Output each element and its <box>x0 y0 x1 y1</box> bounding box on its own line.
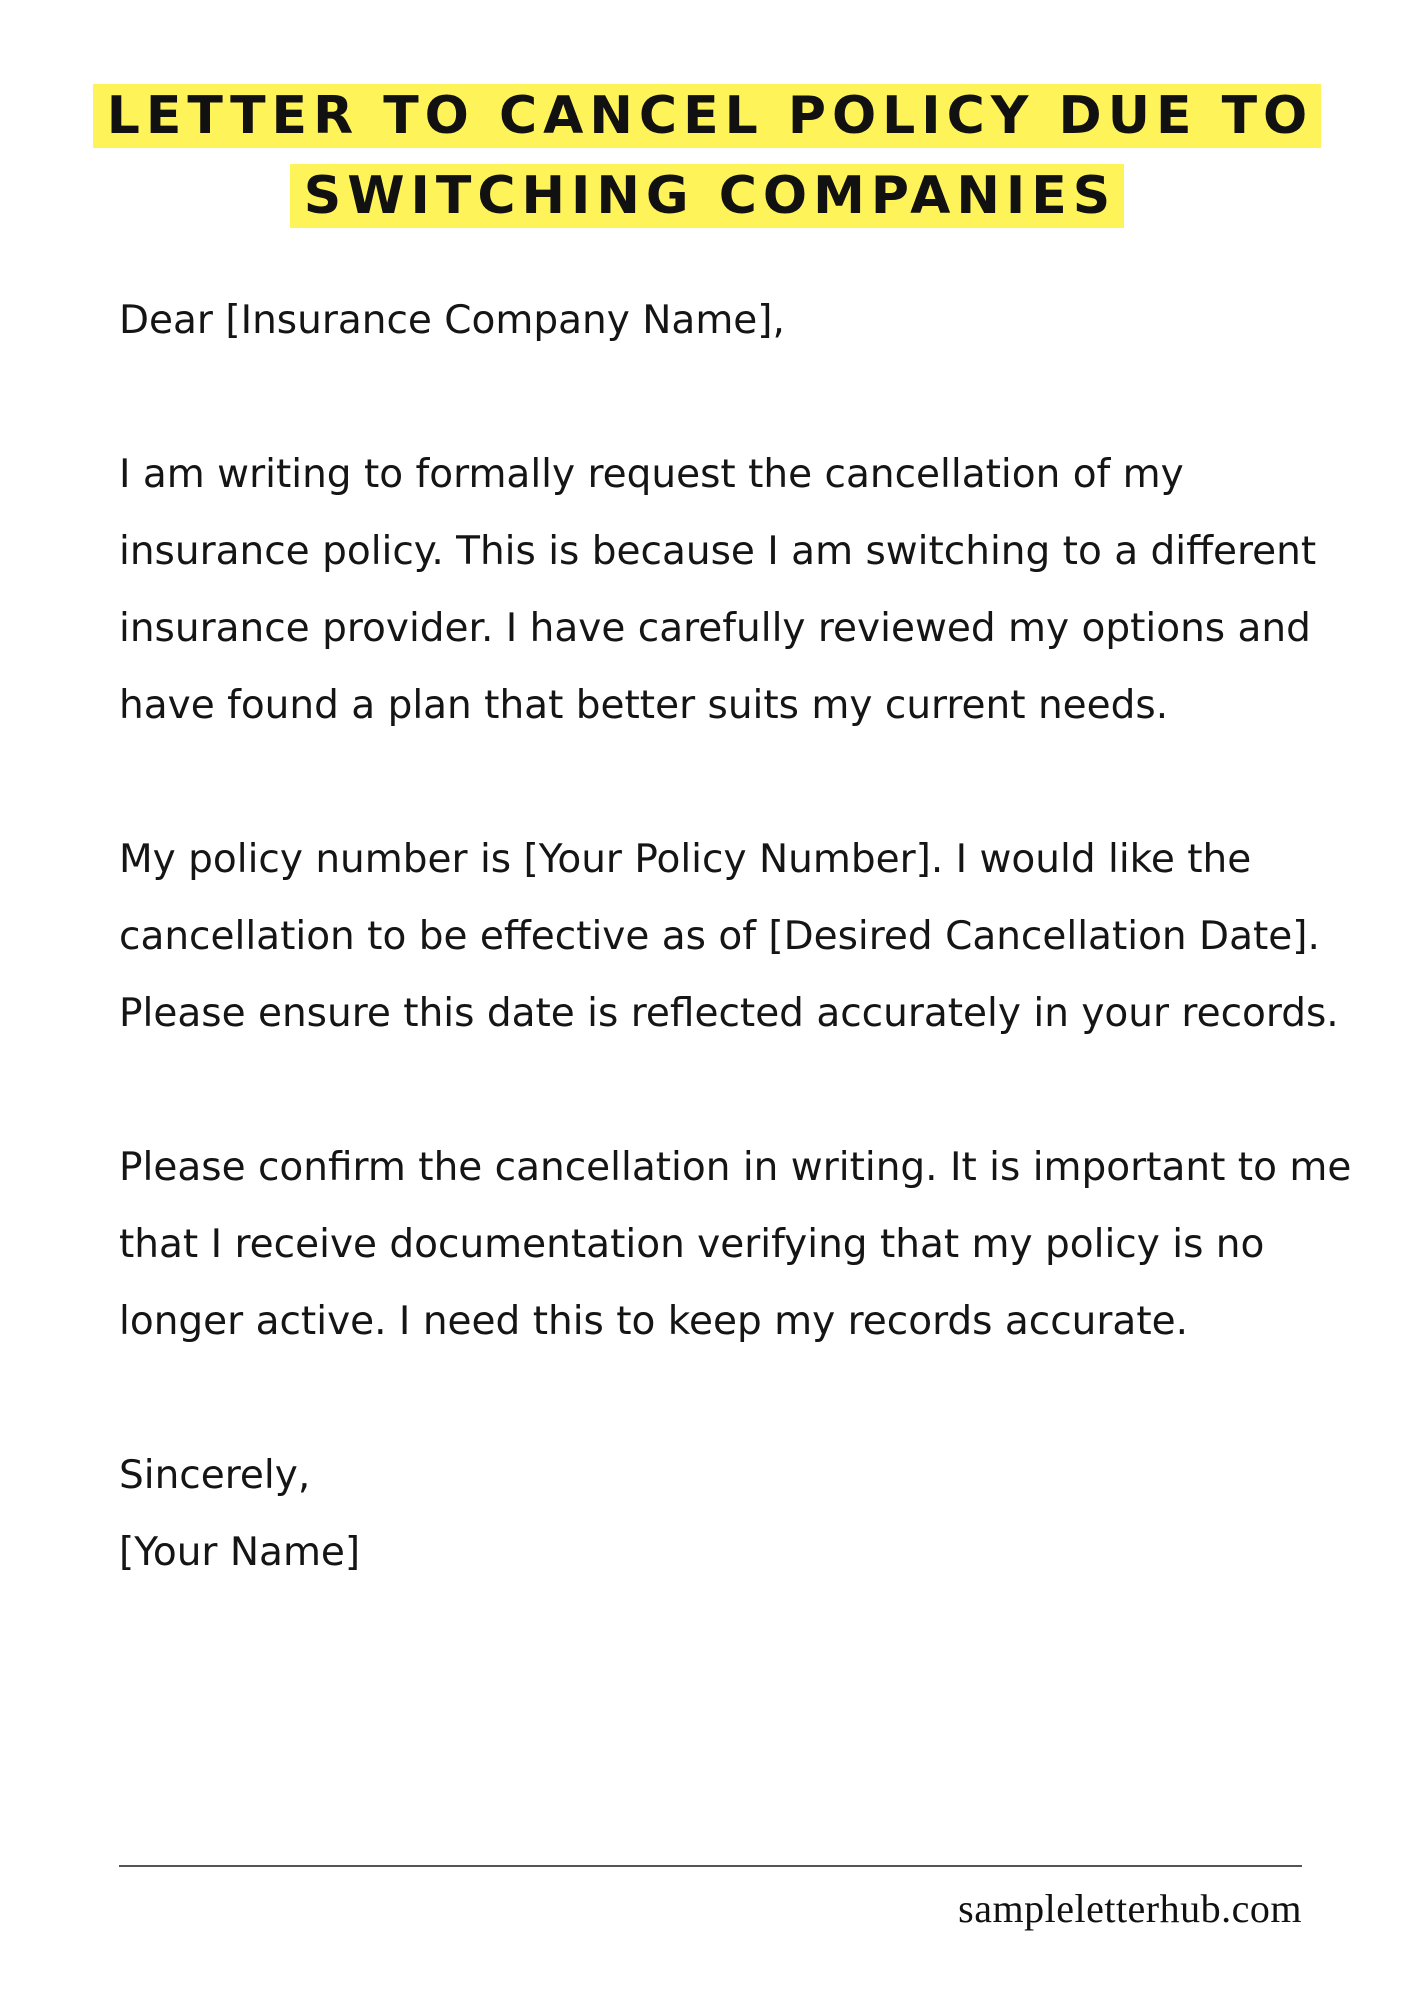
salutation: Dear [Insurance Company Name], <box>119 298 785 343</box>
closing: Sincerely, <box>119 1453 311 1498</box>
letter-title <box>0 76 1414 236</box>
title-line-2: SWITCHING COMPANIES <box>290 164 1125 228</box>
paragraph-confirmation: Please confirm the cancellation in writing. It is important to me that I receive documentation verifying that my policy is no longer active. I need this to keep my records accurate. <box>119 1145 1352 1344</box>
letter-body <box>119 282 1359 1591</box>
paragraph-reason: I am writing to formally request the cancellation of my insurance policy. This is because I am switching to a different insurance provider. I have carefully reviewed my options and have found a plan that better suits my current needs. <box>119 452 1317 728</box>
title-line-1: LETTER TO CANCEL POLICY DUE TO <box>93 84 1322 148</box>
website-label: sampleletterhub.com <box>958 1886 1302 1931</box>
footer-divider <box>119 1865 1302 1867</box>
paragraph-policy-details: My policy number is [Your Policy Number]. I would like the cancellation to be effective as of [Desired Cancellation Date]. Please ensure this date is reflected accurately in your records. <box>119 837 1339 1036</box>
signature: [Your Name] <box>119 1530 361 1575</box>
